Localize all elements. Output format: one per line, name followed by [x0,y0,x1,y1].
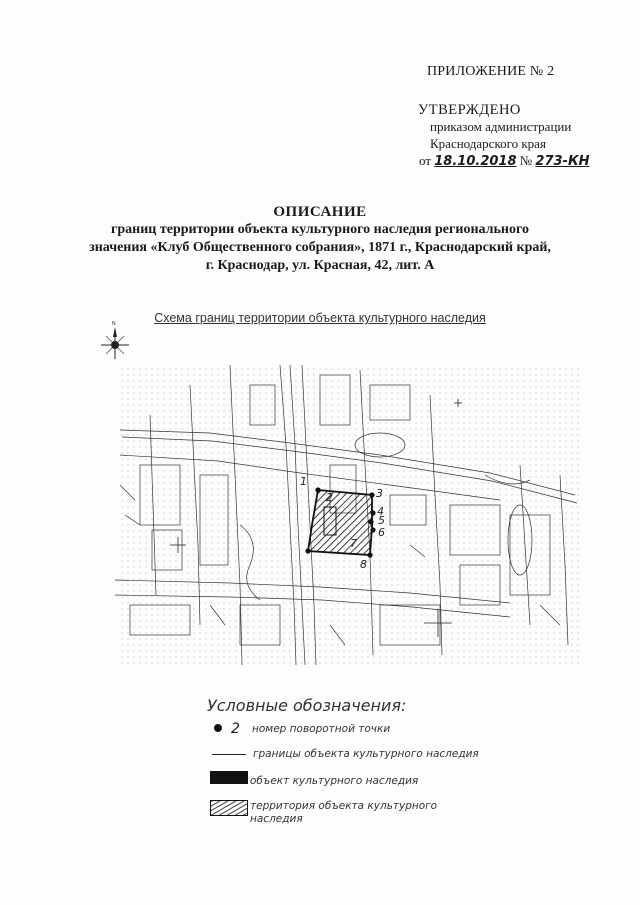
document-subtitle-line-1: границ территории объекта культурного наследия регионального [111,222,529,237]
compass-rose-icon [101,321,129,359]
point-label: 5 [378,514,385,527]
legend-title: Условные обозначения: [207,696,407,715]
territory-swatch-icon [210,800,248,816]
point-label: 6 [378,526,385,539]
document-subtitle-line-3: г. Краснодар, ул. Красная, 42, лит. А [205,258,435,273]
legend-object-text: объект культурного наследия [250,775,419,787]
point-marker-icon [214,724,222,732]
boundary-point [370,510,375,515]
boundary-scheme-map [90,321,590,670]
order-date: 18.10.2018 [434,154,517,169]
scheme-title: Схема границ территории объекта культурного наследия [154,311,486,325]
order-number: 273-КН [535,154,590,169]
boundary-line-icon [212,754,246,755]
order-date-line [419,153,589,169]
number-prefix: № [519,153,533,168]
order-line-1: приказом администрации [430,119,572,134]
document-subtitle-line-2: значения «Клуб Общественного собрания», 1871 г., Краснодарский край, [89,240,551,255]
point-label: 7 [350,537,357,550]
point-label: 4 [377,505,384,518]
boundary-point [367,552,372,557]
legend-point-text: номер поворотной точки [252,723,391,735]
boundary-point [305,548,310,553]
point-label: 3 [376,487,383,500]
boundary-point [315,487,320,492]
legend-boundary-text: границы объекта культурного наследия [253,748,479,760]
date-prefix: от [419,153,432,168]
document-title: ОПИСАНИЕ [273,204,367,220]
legend-territory-text: территория объекта культурного [250,800,438,812]
boundary-point [370,527,375,532]
legend-point-number: 2 [231,721,240,737]
object-swatch-icon [210,771,248,784]
legend-territory-text-cont: наследия [250,813,303,825]
boundary-point [369,492,374,497]
point-label: 8 [360,558,367,571]
svg-text:N: N [112,321,116,327]
point-label: 1 [300,475,307,488]
boundary-point [368,519,373,524]
point-label: 2 [326,491,333,504]
order-line-2: Краснодарского края [430,136,546,151]
approved-label: УТВЕРЖДЕНО [418,102,521,118]
heritage-territory [308,490,372,555]
appendix-label: ПРИЛОЖЕНИЕ № 2 [427,64,555,79]
